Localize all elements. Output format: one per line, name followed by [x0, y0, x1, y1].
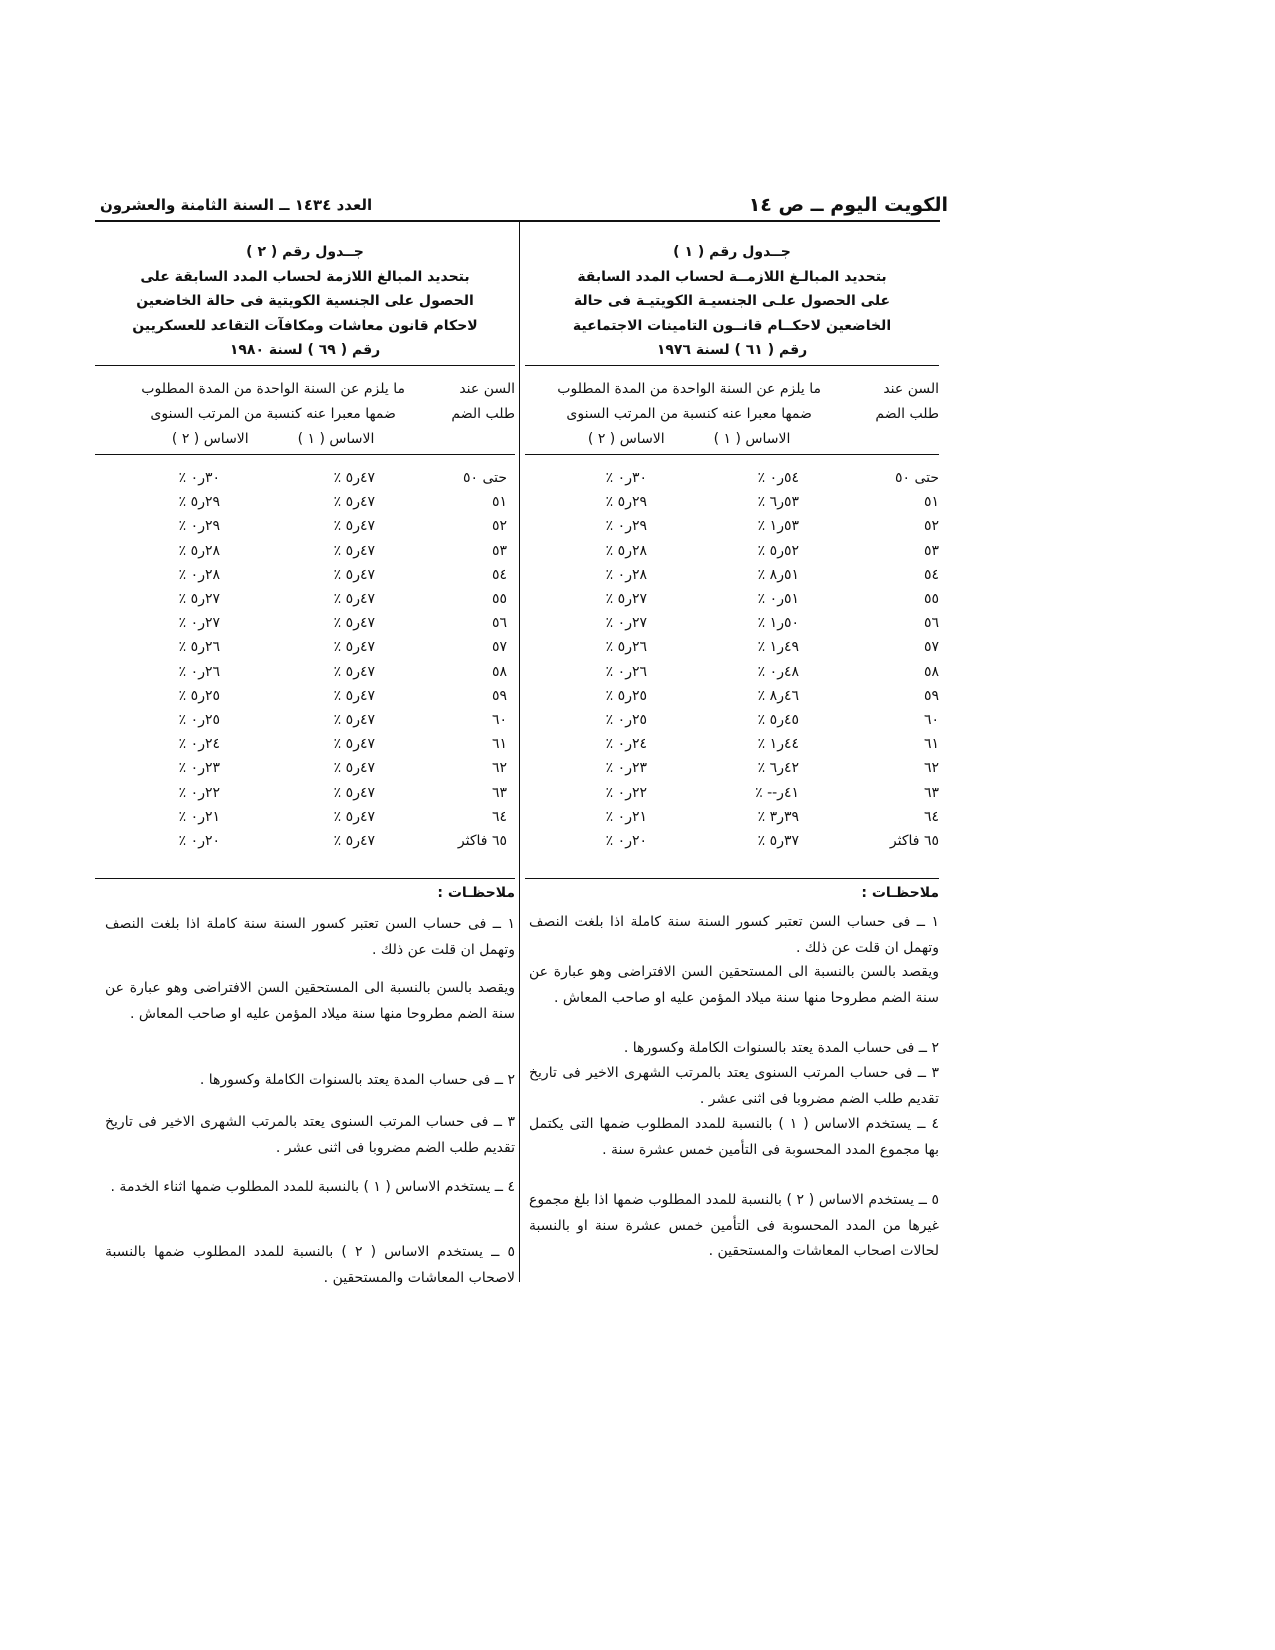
table-row — [95, 809, 515, 834]
basis-2-cell: ٢١ر٠ ٪ — [605, 808, 647, 825]
table-row — [525, 809, 939, 834]
age-cell: ٦٣ — [491, 784, 507, 801]
age-cell: ٥٩ — [491, 687, 507, 704]
table-2-note: ٢ ــ فى حساب المدة يعتد بالسنوات الكاملة وكسورها . — [199, 1072, 515, 1088]
table-row — [525, 712, 939, 737]
table-row — [95, 639, 515, 664]
age-header-line: طلب الضم — [451, 406, 515, 422]
table-2-title-line: بتحديد المبالغ اللازمة لحساب المدد السابقة على — [140, 268, 470, 285]
basis-1-cell: ٤١ر-- ٪ — [755, 784, 799, 801]
table-row — [95, 785, 515, 810]
basis-1-cell: ٥٠ر١ ٪ — [757, 615, 799, 632]
basis-1-cell: ٥٣ر٦ ٪ — [757, 494, 799, 511]
age-cell: ٦٠ — [491, 712, 507, 728]
basis-1-cell: ٤٧ر٥ ٪ — [333, 470, 375, 486]
table-row — [95, 543, 515, 568]
basis-1-cell: ٥١ر٨ ٪ — [757, 566, 799, 583]
age-cell: ٥٧ — [923, 639, 939, 656]
table-row — [525, 567, 939, 592]
table-2-age-header — [451, 377, 515, 427]
table-2-note: ١ ــ فى حساب السن تعتبر كسور السنة سنة كاملة اذا بلغت النصف وتهمل ان قلت عن ذلك . — [105, 916, 515, 958]
page-header-right: الكويت اليوم ــ ص ١٤ — [748, 194, 948, 216]
basis-1-cell: ٥٤ر٠ ٪ — [757, 470, 799, 486]
basis-2-cell: ٢٣ر٠ ٪ — [178, 760, 220, 777]
age-cell: ٥٣ — [491, 542, 507, 559]
age-cell: ٦٤ — [491, 808, 507, 825]
table-1-title-line: الخاضعين لاحكــام قانــون التامينات الاجتماعية — [572, 317, 892, 334]
basis-1-cell: ٥٢ر٥ ٪ — [757, 542, 799, 559]
basis-1-cell: ٤٧ر٥ ٪ — [333, 808, 375, 825]
basis-1-cell: ٤٧ر٥ ٪ — [333, 591, 375, 607]
basis-2-cell: ٢٦ر٥ ٪ — [178, 639, 220, 656]
basis-2-cell: ٢٨ر٥ ٪ — [605, 542, 647, 559]
basis-1-cell: ٤٧ر٥ ٪ — [333, 663, 375, 680]
table-1-note: ويقصد بالسن بالنسبة الى المستحقين السن الافتراضى وهو عبارة عن سنة الضم مطروحا منها سنة ميلاد المؤمن عليه او صاحب المعاش . — [529, 964, 939, 1006]
age-cell: ٦٢ — [923, 760, 939, 777]
amount-header-line: ضمها معبرا عنه كنسبة من المرتب السنوى — [150, 406, 396, 422]
table-1-title-line: جــدول رقم ( ١ ) — [673, 244, 791, 260]
age-cell: ٦١ — [923, 736, 939, 753]
age-cell: ٥١ — [923, 494, 939, 511]
table-1-notes-title: ملاحظـات : — [861, 885, 939, 901]
age-cell: ٥٦ — [491, 615, 507, 632]
age-cell: ٦٠ — [923, 712, 939, 728]
table-1-note: ٢ ــ فى حساب المدة يعتد بالسنوات الكاملة وكسورها . — [623, 1040, 939, 1056]
table-row — [525, 470, 939, 495]
basis-2-cell: ٢٨ر٠ ٪ — [178, 566, 220, 583]
basis-1-cell: ٤٩ر١ ٪ — [757, 639, 799, 656]
table-row — [525, 494, 939, 519]
amount-header-line: ما يلزم عن السنة الواحدة من المدة المطلوب — [141, 381, 405, 397]
age-cell: ٦٥ فاكثر — [457, 833, 507, 849]
basis-1-cell: ٤٧ر٥ ٪ — [333, 494, 375, 511]
table-row — [525, 543, 939, 568]
table-1-note: ٤ ــ يستخدم الاساس ( ١ ) بالنسبة للمدد المطلوب ضمها التى يكتمل بها مجموع المدد المحسوبة فى التأمين خمس عشرة سنة . — [529, 1116, 940, 1158]
basis-2-cell: ٢٢ر٠ ٪ — [178, 784, 220, 801]
table-row — [95, 567, 515, 592]
table-2-title-line: جــدول رقم ( ٢ ) — [246, 244, 364, 260]
table-row — [95, 518, 515, 543]
page-header-left: العدد ١٤٣٤ ــ السنة الثامنة والعشرون — [100, 196, 373, 214]
age-cell: ٥٤ — [491, 566, 507, 583]
table-row — [525, 518, 939, 543]
table-row — [525, 833, 939, 858]
basis-2-cell: ٢٠ر٠ ٪ — [605, 833, 647, 849]
age-cell: حتى ٥٠ — [462, 470, 507, 486]
basis-1-cell: ٣٧ر٥ ٪ — [757, 833, 799, 849]
table-row — [525, 591, 939, 616]
basis-2-cell: ٢٥ر٥ ٪ — [605, 687, 647, 704]
table-row — [95, 664, 515, 689]
basis-2-cell: ٢٥ر٠ ٪ — [605, 712, 647, 728]
table-1-age-header — [875, 377, 939, 427]
table-2-note: ٥ ــ يستخدم الاساس ( ٢ ) بالنسبة للمدد المطلوب ضمها بالنسبة لاصحاب المعاشات والمستحقين . — [105, 1244, 515, 1286]
basis-2-cell: ٢٨ر٥ ٪ — [178, 542, 220, 559]
basis-1-cell: ٤٦ر٨ ٪ — [757, 687, 799, 704]
column-divider — [519, 222, 520, 1282]
table-row — [525, 688, 939, 713]
age-cell: ٥٢ — [491, 518, 507, 535]
age-cell: حتى ٥٠ — [894, 470, 939, 486]
table-2-note: ٣ ــ فى حساب المرتب السنوى يعتد بالمرتب الشهرى الاخير فى تاريخ تقديم طلب الضم مضروبا فى اثنى عشر . — [105, 1114, 515, 1156]
basis-1-cell: ٤٧ر٥ ٪ — [333, 784, 375, 801]
age-cell: ٥٥ — [491, 591, 507, 607]
basis-2-header: الاساس ( ٢ ) — [587, 431, 665, 447]
basis-2-cell: ٢٩ر٠ ٪ — [605, 518, 647, 535]
table-row — [95, 591, 515, 616]
table-1-note: ٣ ــ فى حساب المرتب السنوى يعتد بالمرتب الشهرى الاخير فى تاريخ تقديم طلب الضم مضروبا فى اثنى عشر . — [529, 1065, 939, 1107]
age-cell: ٥٤ — [923, 566, 939, 583]
basis-1-cell: ٤٤ر١ ٪ — [757, 736, 799, 753]
age-cell: ٥٩ — [923, 687, 939, 704]
table-row — [525, 664, 939, 689]
basis-2-cell: ٢٩ر٥ ٪ — [178, 494, 220, 511]
table-row — [525, 639, 939, 664]
table-row — [95, 615, 515, 640]
age-cell: ٦٤ — [923, 808, 939, 825]
table-2-title — [95, 240, 515, 363]
basis-2-cell: ٢٩ر٥ ٪ — [605, 494, 647, 511]
table-1-title-line: رقم ( ٦١ ) لسنة ١٩٧٦ — [656, 342, 808, 358]
table-row — [95, 712, 515, 737]
table-row — [95, 833, 515, 858]
age-cell: ٥٨ — [491, 663, 507, 680]
age-cell: ٥٥ — [923, 591, 939, 607]
table-row — [95, 470, 515, 495]
basis-2-cell: ٢٧ر٠ ٪ — [178, 615, 220, 632]
table-1-title-line: بتحديد المبالـغ اللازمــة لحساب المدد السابقة — [577, 268, 887, 285]
basis-2-cell: ٢٥ر٠ ٪ — [178, 712, 220, 728]
basis-2-cell: ٢٣ر٠ ٪ — [605, 760, 647, 777]
table-2-notes-title: ملاحظـات : — [437, 885, 515, 901]
table-row — [525, 785, 939, 810]
age-cell: ٦٢ — [491, 760, 507, 777]
basis-2-cell: ٣٠ر٠ ٪ — [178, 470, 220, 486]
table-1-note: ١ ــ فى حساب السن تعتبر كسور السنة سنة كاملة اذا بلغت النصف وتهمل ان قلت عن ذلك . — [529, 914, 939, 956]
basis-2-cell: ٢٧ر٥ ٪ — [605, 591, 647, 607]
table-2-amount-header — [141, 377, 405, 452]
basis-2-cell: ٢١ر٠ ٪ — [178, 808, 220, 825]
table-2-head-rule-bottom — [95, 454, 515, 455]
basis-2-cell: ٢٥ر٥ ٪ — [178, 687, 220, 704]
amount-header-line: ضمها معبرا عنه كنسبة من المرتب السنوى — [566, 406, 812, 422]
basis-2-cell: ٢٨ر٠ ٪ — [605, 566, 647, 583]
table-2-title-line: الحصول على الجنسية الكويتية فى حالة الخاضعين — [136, 293, 474, 309]
basis-2-cell: ٢٤ر٠ ٪ — [605, 736, 647, 753]
table-1-head-rule-bottom — [525, 454, 939, 455]
table-1-column — [525, 0, 939, 1650]
age-cell: ٦١ — [491, 736, 507, 753]
basis-1-cell: ٤٧ر٥ ٪ — [333, 518, 375, 535]
age-cell: ٦٥ فاكثر — [889, 833, 939, 849]
table-row — [95, 760, 515, 785]
basis-2-cell: ٣٠ر٠ ٪ — [605, 470, 647, 486]
basis-1-cell: ٤٢ر٦ ٪ — [757, 760, 799, 777]
age-cell: ٥٢ — [923, 518, 939, 535]
basis-2-header: الاساس ( ٢ ) — [171, 431, 249, 447]
basis-2-cell: ٢٤ر٠ ٪ — [178, 736, 220, 753]
table-1-title — [525, 240, 939, 363]
basis-1-cell: ٤٧ر٥ ٪ — [333, 566, 375, 583]
age-header-line: طلب الضم — [875, 406, 939, 422]
basis-1-cell: ٤٧ر٥ ٪ — [333, 712, 375, 728]
table-2-title-line: لاحكام قانون معاشات ومكافآت التقاعد للعسكريين — [132, 317, 478, 334]
basis-1-cell: ٤٧ر٥ ٪ — [333, 833, 375, 849]
basis-2-cell: ٢٩ر٠ ٪ — [178, 518, 220, 535]
table-1-note: ٥ ــ يستخدم الاساس ( ٢ ) بالنسبة للمدد المطلوب ضمها اذا بلغ مجموع غيرها من المدد المحسوبة فى التأمين خمس عشرة سنة او بالنسبة لحالات اصحاب المعاشات والمستحقين . — [529, 1192, 939, 1259]
basis-1-cell: ٤٧ر٥ ٪ — [333, 760, 375, 777]
table-2-body-rule — [95, 878, 515, 879]
table-2-note: ويقصد بالسن بالنسبة الى المستحقين السن الافتراضى وهو عبارة عن سنة الضم مطروحا منها سنة ميلاد المؤمن عليه او صاحب المعاش . — [105, 980, 515, 1022]
age-cell: ٥٨ — [923, 663, 939, 680]
table-row — [95, 494, 515, 519]
table-1-amount-header — [557, 377, 821, 452]
basis-1-cell: ٤٧ر٥ ٪ — [333, 687, 375, 704]
basis-1-cell: ٤٧ر٥ ٪ — [333, 615, 375, 632]
basis-1-cell: ٤٥ر٥ ٪ — [757, 712, 799, 728]
table-1-body-rule — [525, 878, 939, 879]
basis-1-cell: ٥٣ر١ ٪ — [757, 518, 799, 535]
basis-1-cell: ٤٧ر٥ ٪ — [333, 542, 375, 559]
table-1-title-line: على الحصول علـى الجنسيـة الكويتيـة فى حالة — [573, 293, 891, 309]
table-row — [95, 736, 515, 761]
amount-header-line: ما يلزم عن السنة الواحدة من المدة المطلوب — [557, 381, 821, 397]
basis-2-cell: ٢٦ر٥ ٪ — [605, 639, 647, 656]
table-1-head-rule-top — [525, 365, 939, 366]
age-cell: ٦٣ — [923, 784, 939, 801]
table-2-column — [95, 0, 515, 1650]
age-header-line: السن عند — [459, 381, 515, 397]
basis-1-header: الاساس ( ١ ) — [297, 431, 375, 447]
table-2-note: ٤ ــ يستخدم الاساس ( ١ ) بالنسبة للمدد المطلوب ضمها اثناء الخدمة . — [110, 1179, 515, 1195]
basis-2-cell: ٢٠ر٠ ٪ — [178, 833, 220, 849]
table-row — [525, 615, 939, 640]
basis-1-cell: ٤٧ر٥ ٪ — [333, 736, 375, 753]
basis-1-cell: ٤٧ر٥ ٪ — [333, 639, 375, 656]
basis-2-cell: ٢٧ر٥ ٪ — [178, 591, 220, 607]
basis-2-cell: ٢٦ر٠ ٪ — [605, 663, 647, 680]
basis-1-cell: ٣٩ر٣ ٪ — [757, 808, 799, 825]
age-header-line: السن عند — [883, 381, 939, 397]
table-row — [525, 760, 939, 785]
table-2-head-rule-top — [95, 365, 515, 366]
table-2-title-line: رقم ( ٦٩ ) لسنة ١٩٨٠ — [229, 342, 381, 358]
basis-2-cell: ٢٢ر٠ ٪ — [605, 784, 647, 801]
basis-2-cell: ٢٦ر٠ ٪ — [178, 663, 220, 680]
table-row — [95, 688, 515, 713]
age-cell: ٥٧ — [491, 639, 507, 656]
age-cell: ٥١ — [491, 494, 507, 511]
basis-1-cell: ٥١ر٠ ٪ — [757, 591, 799, 607]
basis-1-cell: ٤٨ر٠ ٪ — [757, 663, 799, 680]
basis-1-header: الاساس ( ١ ) — [713, 431, 791, 447]
age-cell: ٥٦ — [923, 615, 939, 632]
age-cell: ٥٣ — [923, 542, 939, 559]
basis-2-cell: ٢٧ر٠ ٪ — [605, 615, 647, 632]
table-row — [525, 736, 939, 761]
